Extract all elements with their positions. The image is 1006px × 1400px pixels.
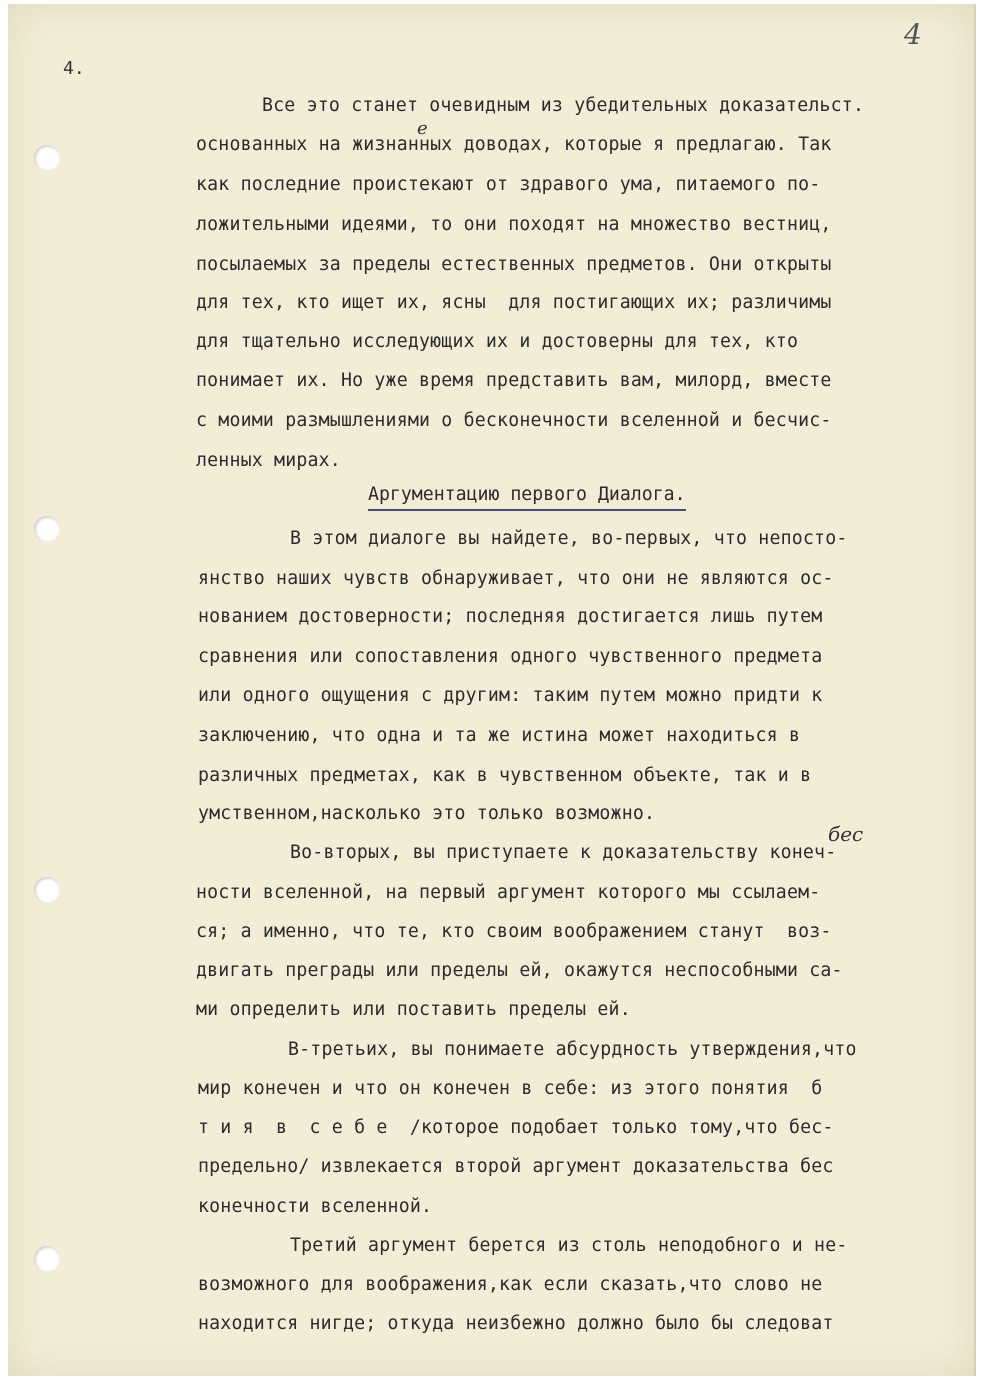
text-line: В-третьих, вы понимаете абсурдность утверждения,что xyxy=(288,1039,857,1060)
handwritten-correction: е xyxy=(417,118,428,139)
text-line: мир конечен и что он конечен в себе: из этого понятия б xyxy=(198,1078,823,1099)
text-line: Во-вторых, вы приступаете к доказательству конеч- xyxy=(290,842,837,863)
handwritten-correction: бес xyxy=(828,822,864,846)
text-line: ся; а именно, что те, кто своим воображением станут воз- xyxy=(196,921,832,942)
text-line: для тщательно исследующих их и достоверны для тех, кто xyxy=(196,331,799,352)
text-line: предельно/ извлекается второй аргумент доказательства бес xyxy=(198,1156,834,1177)
text-line: конечности вселенной. xyxy=(198,1196,433,1217)
text-line: ми определить или поставить пределы ей. xyxy=(196,999,631,1020)
text-line: находится нигде; откуда неизбежно должно было бы следоват xyxy=(198,1313,834,1334)
text-line: ленных мирах. xyxy=(196,450,341,471)
binder-hole xyxy=(34,145,60,171)
handwritten-page-number: 4 xyxy=(904,18,922,51)
text-line: двигать преграды или пределы ей, окажутся неспособными са- xyxy=(196,960,843,981)
text-line: Все это станет очевидным из убедительных доказательст. xyxy=(262,95,865,116)
text-line: ложительными идеями, то они походят на множество вестниц, xyxy=(196,214,832,235)
text-line: различных предметах, как в чувственном объекте, так и в xyxy=(198,765,812,786)
text-line: т и я в с е б е /которое подобает только тому,что бес- xyxy=(198,1117,834,1138)
text-line: янство наших чувств обнаруживает, что они не являются ос- xyxy=(198,568,834,589)
text-line: сравнения или сопоставления одного чувственного предмета xyxy=(198,646,823,667)
text-line: понимает их. Но уже время представить вам, милорд, вместе xyxy=(196,370,832,391)
text-line: для тех, кто ищет их, ясны для постигающих их; различимы xyxy=(196,292,832,313)
text-line: умственном,насколько это только возможно. xyxy=(198,803,656,824)
text-line: ности вселенной, на первый аргумент которого мы ссылаем- xyxy=(196,882,821,903)
text-line: Третий аргумент берется из столь неподобного и не- xyxy=(290,1235,848,1256)
page-number: 4. xyxy=(63,58,85,79)
binder-hole xyxy=(34,516,60,542)
text-line: возможного для воображения,как если сказать,что слово не xyxy=(198,1274,823,1295)
text-line: с моими размышлениями о бесконечности вселенной и бесчис- xyxy=(196,410,832,431)
text-line: как последние проистекают от здравого ума, питаемого по- xyxy=(196,174,821,195)
text-line: посылаемых за пределы естественных предметов. Они открыты xyxy=(196,254,832,275)
text-line: заключению, что одна и та же истина может находиться в xyxy=(198,725,801,746)
section-heading: Аргументацию первого Диалога. xyxy=(368,484,686,511)
text-line: основанных на жизнанных доводах, которые я предлагаю. Так xyxy=(196,134,832,155)
text-line: или одного ощущения с другим: таким путем можно придти к xyxy=(198,685,823,706)
text-line: нованием достоверности; последняя достигается лишь путем xyxy=(198,606,823,627)
text-line: В этом диалоге вы найдете, во-первых, что непосто- xyxy=(290,528,848,549)
binder-hole xyxy=(34,1246,60,1272)
binder-hole xyxy=(34,877,60,903)
